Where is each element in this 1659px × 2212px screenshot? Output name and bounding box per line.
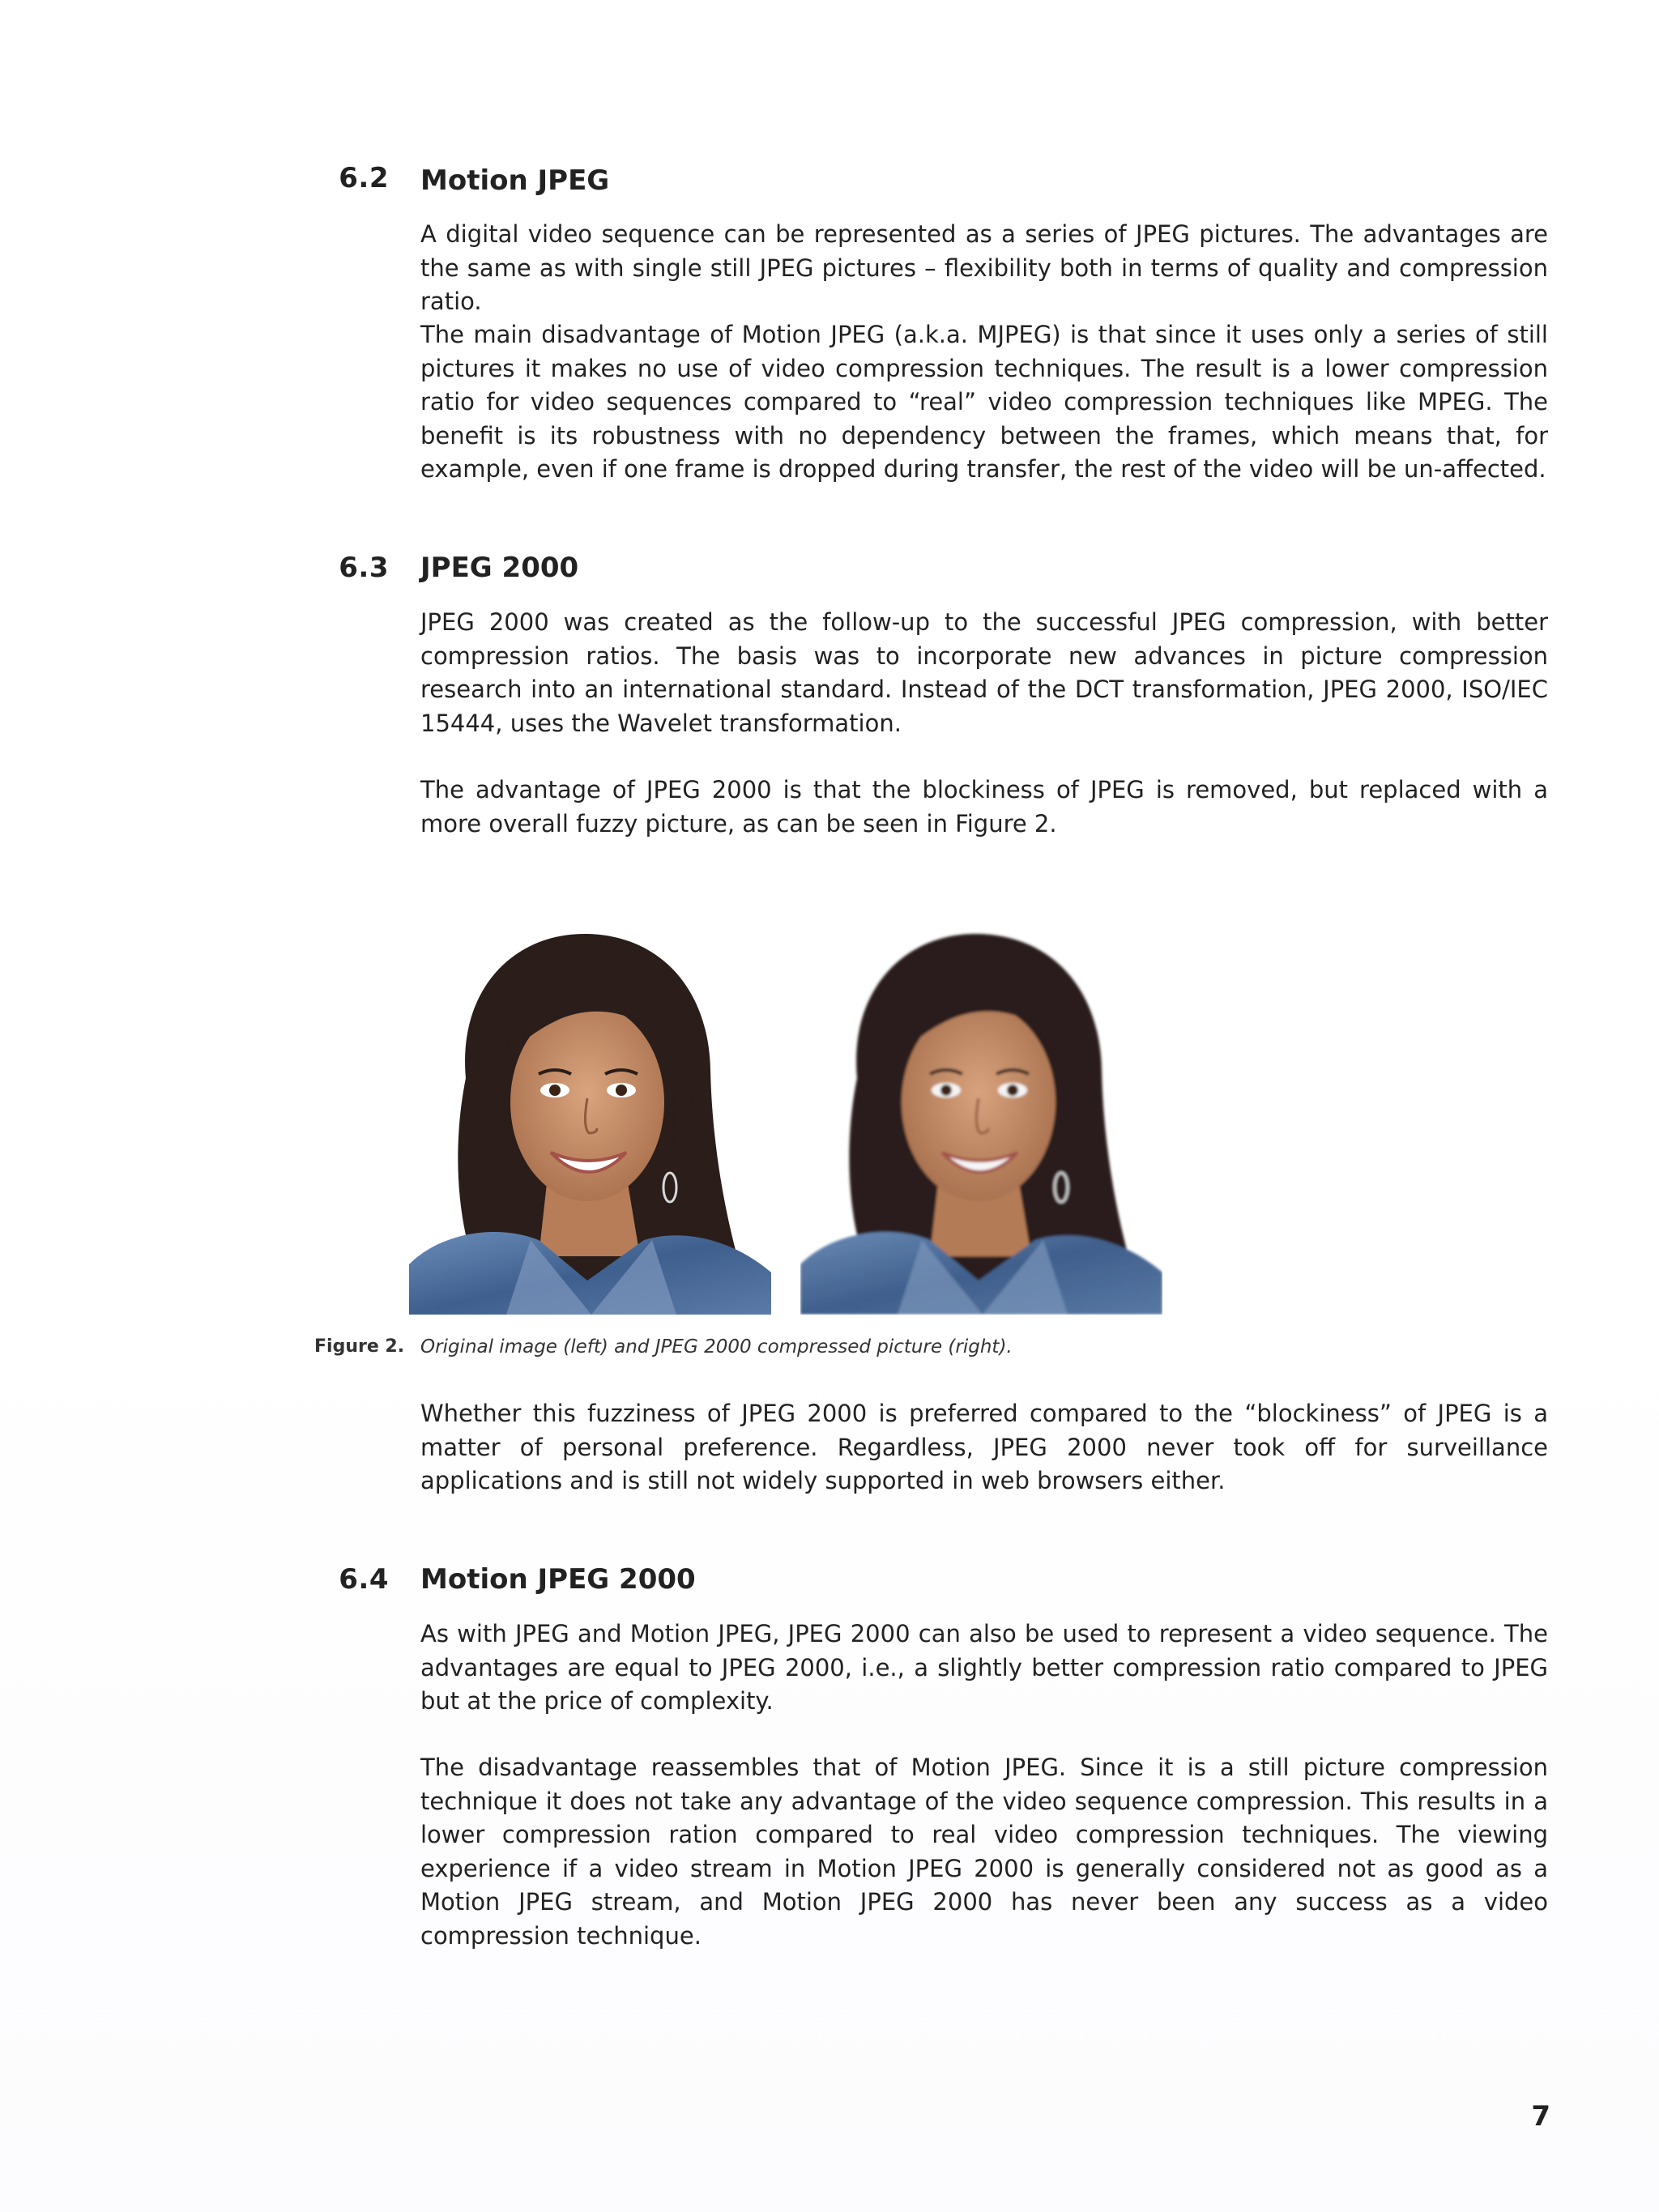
section-number: 6.3 (339, 552, 389, 584)
section-title: JPEG 2000 (420, 552, 579, 584)
paragraph: The advantage of JPEG 2000 is that the blockiness of JPEG is removed, but replaced with a more overall fuzzy picture, as can be seen in Figure 2. (420, 776, 1548, 837)
page-number: 7 (1531, 2100, 1550, 2133)
paragraph: The disadvantage reassembles that of Motion JPEG. Since it is a still picture compression technique it does not take any advantage of the video sequence compression. This results in a lower compression ration compared to real video compression techniques. The viewing experience if a video stream in Motion JPEG 2000 is generally considered not as good as a Motion JPEG stream, and Motion JPEG 2000 has never been any success as a video compression technique. (420, 1754, 1548, 1950)
paragraph: Whether this fuzziness of JPEG 2000 is preferred compared to the “blockiness” of JPEG is a matter of personal preference. Regardless, JPEG 2000 never took off for surveillance applications and is still not widely supported in web browsers either. (420, 1400, 1548, 1495)
section-number: 6.2 (339, 162, 389, 194)
paragraph: JPEG 2000 was created as the follow-up to the successful JPEG compression, with better compression ratios. The basis was to incorporate new advances in picture compression research into an international standard. Instead of the DCT transformation, JPEG 2000, ISO/IEC 15444, uses the Wavelet transformation. (420, 608, 1548, 737)
figure-label: Figure 2. (314, 1336, 405, 1357)
section-title: Motion JPEG 2000 (420, 1563, 696, 1596)
figure-image-original (409, 916, 771, 1315)
section-title: Motion JPEG (420, 164, 610, 197)
paragraph: As with JPEG and Motion JPEG, JPEG 2000 can also be used to represent a video sequence. The advantages are equal to JPEG 2000, i.e., a slightly better compression ratio compared to JPEG but at the price of complexity. (420, 1620, 1548, 1715)
figure-image-compressed (800, 916, 1162, 1315)
paragraph: A digital video sequence can be represented as a series of JPEG pictures. The advantages are the same as with single still JPEG pictures – flexibility both in terms of quality and compression ratio. (420, 220, 1548, 316)
figure-caption: Original image (left) and JPEG 2000 compressed picture (right). (420, 1336, 1013, 1357)
section-number: 6.4 (339, 1563, 389, 1596)
paragraph: The main disadvantage of Motion JPEG (a.k.a. MJPEG) is that since it uses only a series of still pictures it makes no use of video compression techniques. The result is a lower compression ratio for video sequences compared to “real” video compression techniques like MPEG. The benefit is its robustness with no dependency between the frames, which means that, for example, even if one frame is dropped during transfer, the rest of the video will be un-affected. (420, 321, 1548, 484)
